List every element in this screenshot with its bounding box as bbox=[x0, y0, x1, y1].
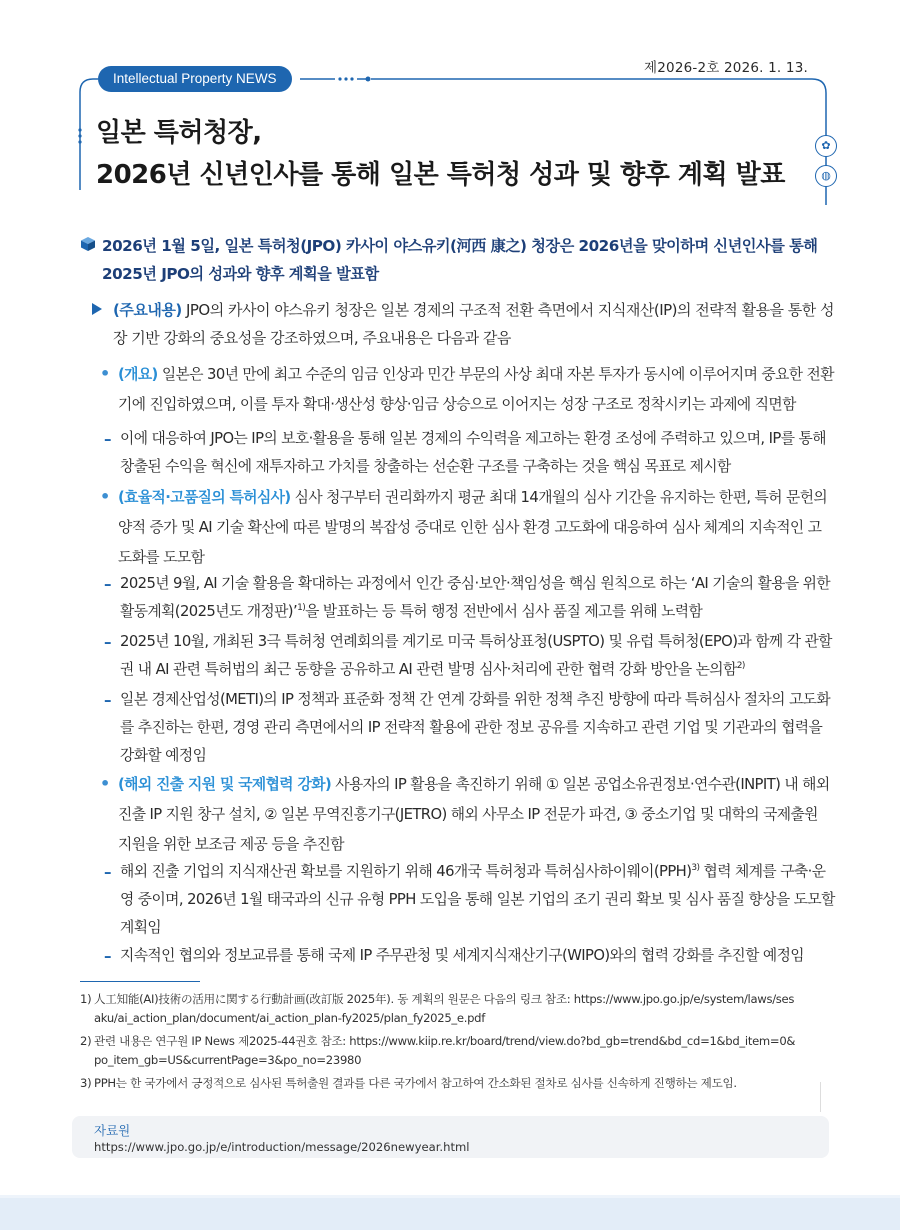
footnote-ref-3: 3) bbox=[691, 863, 700, 874]
footnote-ref-1: 1) bbox=[297, 603, 306, 614]
margin-rule bbox=[820, 1082, 821, 1112]
efficiency-sub-3 bbox=[104, 686, 835, 770]
footnotes bbox=[80, 990, 830, 1097]
dash-bullet-icon: – bbox=[104, 947, 112, 965]
dash-bullet-icon: – bbox=[104, 633, 112, 651]
overseas-sub-1-text-b: 협력 체계를 구축·운영 중이며, 2026년 1월 태국과의 신규 유형 PPH 도입을 통해 일본 기업의 조기 권리 확보 및 심사 품질 향상을 도모할 계획임 bbox=[120, 863, 835, 936]
footnote-text: PPH는 한 국가에서 긍정적으로 심사된 특허출원 결과를 다른 국가에서 참고하여 간소화된 절차로 심사를 신속하게 진행하는 제도임. bbox=[94, 1076, 737, 1090]
dash-bullet-icon: – bbox=[104, 863, 112, 881]
overseas-sub-1-text-a: 해외 진출 기업의 지식재산권 확보를 지원하기 위해 46개국 특허청과 특허심사하이웨이(PPH) bbox=[120, 863, 692, 880]
footnote-number: 3) bbox=[80, 1076, 92, 1090]
footnote-text: 관련 내용은 연구원 IP News 제2025-44권호 참조: https://www.kiip.re.kr/board/trend/view.do?bd_gb=trend&bd_cd=1&bd_item=0& po_item_gb=US&currentPage=3&po_no=23980 bbox=[94, 1034, 796, 1067]
overseas-text: 사용자의 IP 활용을 촉진하기 위해 ① 일본 공업소유권정보·연수관(INPIT) 내 해외 진출 IP 지원 창구 설치, ② 일본 무역진흥기구(JETRO) 해외 사무소 IP 전문가 파견, ③ 중소기업 및 대학의 국제출원 지원을 위한 보조금 제공 등을 추진함 bbox=[118, 776, 830, 853]
footnote-ref-2: 2) bbox=[736, 661, 745, 672]
overview-text: 일본은 30년 만에 최고 수준의 임금 인상과 민간 부문의 사상 최대 자본 투자가 동시에 이루어지며 중요한 전환기에 진입하였으며, 이를 투자 확대·생산성 향상·임금 상승으로 이어지는 성장 구조로 정착시키는 과제에 직면함 bbox=[118, 366, 834, 413]
dash-bullet-icon: – bbox=[104, 691, 112, 709]
globe-badge-icon: ◍ bbox=[815, 165, 837, 187]
efficiency-sub-3-text: 일본 경제산업성(METI)의 IP 정책과 표준화 정책 간 연계 강화를 위한 정책 추진 방향에 따라 특허심사 절차의 고도화를 추진하는 한편, 경영 관리 측면에서의 IP 전략적 활용에 관한 정보 공유를 지속하고 관련 기업 및 기관과의 협력을 강화할 예정임 bbox=[120, 691, 831, 764]
overseas-sub-2 bbox=[104, 942, 835, 970]
footnote-2 bbox=[80, 1032, 830, 1070]
issue-info: 제2026-2호 2026. 1. 13. bbox=[644, 60, 808, 76]
efficiency-sub-1 bbox=[104, 570, 835, 626]
overseas-label: (해외 진출 지원 및 국제협력 강화) bbox=[118, 776, 332, 793]
main-label: (주요내용) bbox=[113, 301, 182, 319]
footnote-text: 人工知能(AI)技術の活用に関する行動計画(改訂版 2025年). 동 계획의 원문은 다음의 링크 참조: https://www.jpo.go.jp/e/system/laws/ses aku/ai_action_plan/document/ai_action_plan-fy2025/plan_fy2025_e.pdf bbox=[94, 992, 795, 1025]
page-title-line-2: 2026년 신년인사를 통해 일본 특허청 성과 및 향후 계획 발표 bbox=[96, 160, 785, 190]
newsletter-label: Intellectual Property NEWS bbox=[98, 66, 292, 92]
dot-bullet-icon: • bbox=[100, 364, 111, 383]
footnote-3 bbox=[80, 1074, 830, 1093]
footnote-number: 2) bbox=[80, 1034, 92, 1048]
source-box bbox=[72, 1116, 829, 1158]
efficiency-sub-2-text: 2025년 10월, 개최된 3극 특허청 연례회의를 계기로 미국 특허상표청(USPTO) 및 유럽 특허청(EPO)과 함께 각 관할권 내 AI 관련 특허법의 최근 동향을 공유하고 AI 관련 발명 심사·처리에 관한 협력 강화 방안을 논의함 bbox=[120, 633, 832, 678]
dot-bullet-icon: • bbox=[100, 487, 111, 506]
dot-bullet-icon: • bbox=[100, 774, 111, 793]
source-label: 자료원 bbox=[94, 1123, 131, 1138]
overview-sub-1-text: 이에 대응하여 JPO는 IP의 보호·활용을 통해 일본 경제의 수익력을 제고하는 환경 조성에 주력하고 있으며, IP를 통해 창출된 수익을 혁신에 재투자하고 가치를 창출하는 선순환 구조를 구축하는 것을 핵심 목표로 제시함 bbox=[120, 430, 826, 475]
overseas-sub-1 bbox=[104, 858, 835, 942]
triangle-bullet-icon bbox=[92, 303, 102, 315]
overseas-sub-2-text: 지속적인 협의와 정보교류를 통해 국제 IP 주무관청 및 세계지식재산기구(WIPO)와의 협력 강화를 추진할 예정임 bbox=[120, 947, 804, 964]
flower-badge-icon: ✿ bbox=[815, 135, 837, 157]
lead-paragraph bbox=[80, 232, 840, 288]
bottom-strip bbox=[0, 1198, 900, 1230]
overview-sub-1 bbox=[104, 425, 835, 481]
dash-bullet-icon: – bbox=[104, 430, 112, 448]
overview-bullet bbox=[100, 360, 835, 420]
overseas-bullet bbox=[100, 770, 835, 860]
lead-text: 2026년 1월 5일, 일본 특허청(JPO) 카사이 야스유키(河西 康之) 청장은 2026년을 맞이하며 신년인사를 통해 2025년 JPO의 성과와 향후 계획을 발표함 bbox=[102, 237, 818, 283]
footnote-1 bbox=[80, 990, 830, 1028]
main-text: JPO의 카사이 야스유키 청장은 일본 경제의 구조적 전환 측면에서 지식재산(IP)의 전략적 활용을 통한 성장 기반 강화의 중요성을 강조하였으며, 주요내용은 다음과 같음 bbox=[113, 301, 834, 347]
page-title bbox=[96, 112, 816, 196]
efficiency-sub-1-text-b: 을 발표하는 등 특허 행정 전반에서 심사 품질 제고를 위해 노력함 bbox=[305, 603, 703, 620]
efficiency-bullet bbox=[100, 483, 835, 573]
page-title-line-1: 일본 특허청장, bbox=[96, 118, 262, 148]
efficiency-label: (효율적·고품질의 특허심사) bbox=[118, 489, 291, 506]
cube-bullet-icon bbox=[80, 236, 96, 252]
source-link[interactable]: https://www.jpo.go.jp/e/introduction/message/2026newyear.html bbox=[94, 1140, 470, 1154]
footnote-number: 1) bbox=[80, 992, 92, 1006]
efficiency-text: 심사 청구부터 권리화까지 평균 최대 14개월의 심사 기간을 유지하는 한편, 특허 문헌의 양적 증가 및 AI 기술 확산에 따른 발명의 복잡성 증대로 인한 심사 환경 고도화에 대응하여 심사 체계의 지속적인 고도화를 도모함 bbox=[118, 489, 828, 566]
footnote-divider bbox=[80, 981, 200, 982]
dash-bullet-icon: – bbox=[104, 575, 112, 593]
efficiency-sub-1-text-a: 2025년 9월, AI 기술 활용을 확대하는 과정에서 인간 중심·보안·책임성을 핵심 원칙으로 하는 ‘AI 기술의 활용을 위한 활동계획(2025년도 개정판)’ bbox=[120, 575, 831, 620]
efficiency-sub-2 bbox=[104, 628, 835, 684]
main-content-item bbox=[92, 296, 837, 352]
overview-label: (개요) bbox=[118, 366, 158, 383]
